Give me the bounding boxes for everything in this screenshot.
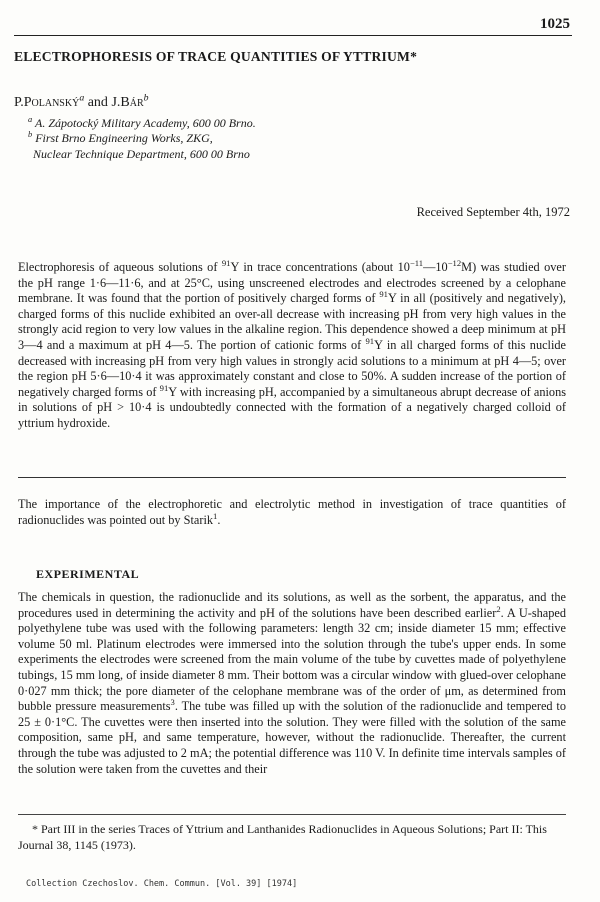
page-number: 1025 bbox=[540, 16, 570, 32]
author-conjunction: and bbox=[84, 95, 112, 110]
affiliation-text: Nuclear Technique Department, 600 00 Brno bbox=[33, 147, 250, 161]
reference-mark: 3 bbox=[170, 697, 175, 708]
body-text: . The tube was filled up with the solution of the radionuclide and tempered to 25 ± 0·1°C. The cuvettes were then inserted into the solution. They were filled with the solution of the same composition, same pH, and same temperature, however, without the radionuclide. Thereafter, the current through the tube was adjusted to 2 mA; the potential difference was 110 V. In definite time intervals samples of the solution were taken from the cuvettes and their bbox=[18, 699, 566, 776]
affiliation-b-cont bbox=[33, 147, 250, 162]
reference-mark: 2 bbox=[496, 603, 501, 614]
intro-text: The importance of the electrophoretic and electrolytic method in investigation of trace quantities of radionuclides was pointed out by Starik bbox=[18, 497, 566, 527]
abstract-text: M) was studied over the pH range 1·6—11·6, and at 25°C, using unscreened electrodes and electrodes screened by a celophane membrane. It was found that the portion of positively charged forms of bbox=[18, 260, 566, 306]
author-line bbox=[14, 92, 149, 111]
affiliation-mark: a bbox=[28, 115, 33, 124]
abstract-text: Y in trace concentrations (about 10 bbox=[230, 260, 410, 274]
exponent: −12 bbox=[447, 257, 462, 268]
journal-footer: Collection Czechoslov. Chem. Commun. [Vol. 39] [1974] bbox=[26, 879, 298, 889]
footnote: * Part III in the series Traces of Yttrium and Lanthanides Radionuclides in Aqueous Solutions; Part II: This Journal 38, 1145 (1973). bbox=[18, 822, 547, 852]
author-1-mark: a bbox=[79, 92, 85, 104]
footnote-rule bbox=[18, 814, 566, 815]
isotope-mass: 91 bbox=[379, 289, 388, 300]
affiliation-b bbox=[28, 131, 213, 146]
body-text: . A U-shaped polyethylene tube was used with the following parameters: length 32 cm; inside diameter 15 mm; effective volume 50 ml. Platinum electrodes were immersed into the solution through the tube's upper ends. In some experiments the electrodes were screened from the main volume of the tube by cuvettes made of polyethylene tubings, 15 mm long, of inside diameter 8 mm. Their bottom was a circular window with glued-over celophane 0·027 mm thick; the pore diameter of the celophane membrane was of the order of μm, as determined from bubble pressure measurements bbox=[18, 605, 566, 714]
intro-text: . bbox=[217, 512, 221, 527]
abstract bbox=[18, 257, 567, 432]
author-2-name: J.Bár bbox=[111, 95, 144, 110]
author-2-mark: b bbox=[143, 92, 149, 104]
abstract-rule bbox=[18, 477, 566, 478]
article-title: ELECTROPHORESIS OF TRACE QUANTITIES OF YTTRIUM* bbox=[14, 49, 418, 64]
isotope-mass: 91 bbox=[365, 335, 375, 346]
abstract-text: Y with increasing pH, accompanied by a simultaneous abrupt decrease of anions in solutions of pH > 10·4 is undoubtedly connected with the formation of a negatively charged colloid of yttrium hydroxide. bbox=[18, 384, 566, 430]
abstract-text: Y in all charged forms of this nuclide decreased with increasing pH from very high values in strongly acid solutions to a minimum at pH 4—5; over the region pH 5·6—10·4 it was approximately constant and close to 50%. A sudden increase of the portion of negatively charged forms of bbox=[18, 337, 566, 399]
affiliation-mark: b bbox=[28, 130, 33, 139]
received-date: Received September 4th, 1972 bbox=[416, 205, 570, 219]
affiliation-text: A. Zápotocký Military Academy, 600 00 Brno. bbox=[34, 116, 256, 130]
abstract-text: Electrophoresis of aqueous solutions of bbox=[18, 260, 222, 274]
intro-paragraph bbox=[18, 497, 566, 528]
exponent: −11 bbox=[409, 257, 424, 268]
affiliation-text: First Brno Engineering Works, ZKG, bbox=[35, 131, 213, 145]
affiliation-a bbox=[28, 116, 256, 131]
isotope-mass: 91 bbox=[159, 382, 169, 393]
body-text: The chemicals in question, the radionuclide and its solutions, as well as the sorbent, the apparatus, and the procedures used in determining the activity and pH of the solutions have been described earlier bbox=[18, 590, 566, 620]
reference-mark: 1 bbox=[213, 510, 218, 521]
isotope-mass: 91 bbox=[221, 257, 231, 268]
experimental-paragraph bbox=[18, 590, 566, 777]
section-heading: EXPERIMENTAL bbox=[36, 567, 140, 581]
header-rule bbox=[14, 35, 572, 36]
abstract-text: —10 bbox=[423, 260, 448, 274]
author-1-name: P.Polanský bbox=[14, 95, 80, 110]
abstract-text: Y in all (positively and negatively), charged forms of this nuclide exhibited an over-all decrease with increasing pH from very high values in the strongly acid region to very low values in the alkaline region. This dependence showed a deep minimum at pH 3—4 and a maximum at pH 4—5. The portion of cationic forms of bbox=[18, 291, 567, 352]
